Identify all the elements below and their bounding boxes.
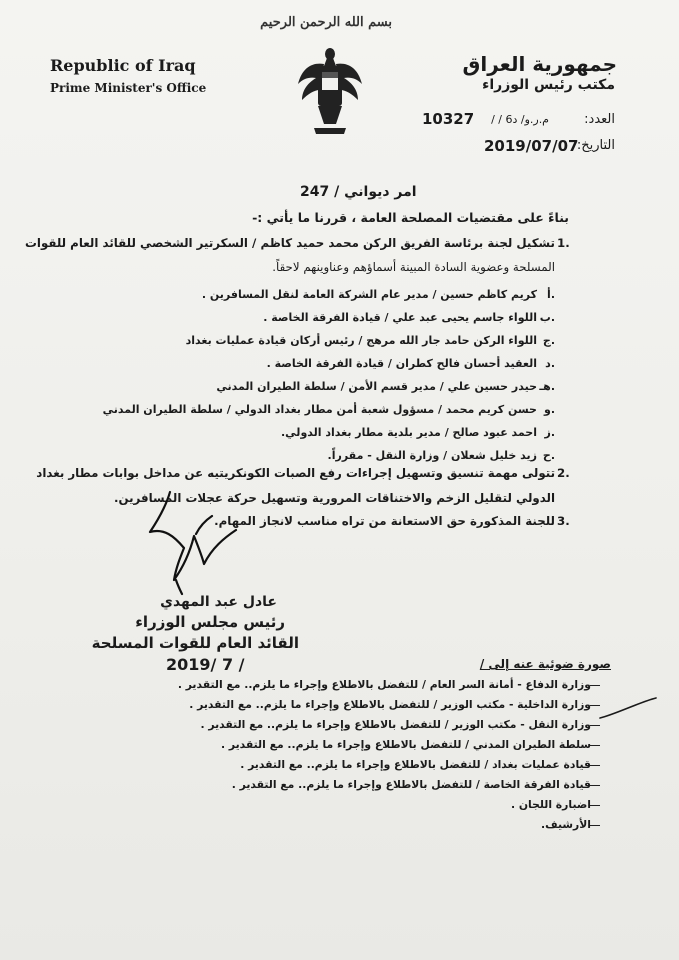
member-text: حسن كريم محمد / مسؤول شعبة أمن مطار بغداد الدولي / سلطة الطيران المدني bbox=[102, 403, 537, 416]
list-dash bbox=[590, 765, 600, 766]
copies-title: صورة ضوئية عنه إلى / bbox=[479, 657, 611, 671]
handwritten-tick-icon bbox=[598, 696, 658, 726]
number-value: 10327 bbox=[422, 110, 475, 128]
number-label: العدد: bbox=[584, 112, 615, 127]
member-letter: د. bbox=[545, 357, 555, 370]
list-dash bbox=[590, 805, 600, 806]
member-letter: هـ. bbox=[539, 380, 555, 393]
member-letter: أ. bbox=[547, 288, 555, 301]
item-1-line-2: المسلحة وعضوية السادة المبينة أسماؤهم وعناوينهم لاحقاً. bbox=[272, 260, 555, 274]
member-text: حيدر حسين علي / مدير قسم الأمن / سلطة الطيران المدني bbox=[216, 380, 537, 393]
date-label: التاريخ: bbox=[576, 138, 615, 153]
number-code: م.ر.و/ د6 / / bbox=[491, 113, 549, 126]
order-intro: بناءً على مقتضيات المصلحة العامة ، قررنا ما يأتي :- bbox=[252, 210, 569, 225]
item-2-number: 2. bbox=[557, 466, 570, 480]
bismillah-calligraphy: بسم الله الرحمن الرحيم bbox=[260, 15, 392, 30]
order-title: امر ديواني / 247 bbox=[300, 184, 417, 200]
copy-recipient: وزارة الداخلية - مكتب الوزير / للتفضل بالاطلاع وإجراء ما يلزم.. مع التقدير . bbox=[189, 698, 591, 711]
copy-recipient: قيادة عمليات بغداد / للتفضل بالاطلاع وإجراء ما يلزم.. مع التقدير . bbox=[240, 758, 591, 771]
member-text: اللواء الركن حامد جار الله مرهج / رئيس أركان قيادة عمليات بغداد bbox=[185, 334, 537, 347]
item-2-line-2: الدولي لتقليل الزخم والاختناقات المرورية وتسهيل حركة عجلات المسافرين. bbox=[114, 491, 555, 505]
member-text: العقيد أحسان فالح كطران / قيادة الفرقة الخاصة . bbox=[266, 357, 537, 370]
member-text: كريم كاظم حسين / مدير عام الشركة العامة لنقل المسافرين . bbox=[201, 288, 537, 301]
item-3-number: 3. bbox=[557, 514, 570, 528]
list-dash bbox=[590, 745, 600, 746]
copy-recipient: وزارة الدفاع - أمانة السر العام / للتفضل بالاطلاع وإجراء ما يلزم.. مع التقدير . bbox=[177, 678, 591, 691]
copy-recipient: قيادة الفرقة الخاصة / للتفضل بالاطلاع وإجراء ما يلزم.. مع التقدير . bbox=[231, 778, 591, 791]
arabic-office-subtitle: مكتب رئيس الوزراء bbox=[482, 77, 615, 93]
copy-recipient: اضبارة اللجان . bbox=[510, 798, 591, 811]
signatory-title-2: القائد العام للقوات المسلحة bbox=[91, 634, 299, 652]
member-letter: ج. bbox=[542, 334, 555, 347]
member-text: اللواء جاسم يحيى عبد علي / قيادة الفرقة الخاصة . bbox=[263, 311, 537, 324]
list-dash bbox=[590, 785, 600, 786]
arabic-country-title: جمهورية العراق bbox=[462, 52, 617, 76]
member-text: زيد خليل شعلان / وزارة النقل - مقرراً. bbox=[327, 449, 537, 462]
item-2-line-1: تتولى مهمة تنسيق وتسهيل إجراءات رفع الصبات الكونكريتيه عن مداخل بوابات مطار بغداد bbox=[36, 466, 555, 480]
member-letter: و. bbox=[543, 403, 555, 416]
handwritten-signature-icon bbox=[140, 486, 250, 598]
item-1-line-1: تشكيل لجنة برئاسة الفريق الركن محمد حميد كاظم / السكرتير الشخصي للقائد العام للقوات bbox=[25, 236, 555, 250]
copy-recipient: وزارة النقل - مكتب الوزير / للتفضل بالاطلاع وإجراء ما يلزم.. مع التقدير . bbox=[200, 718, 591, 731]
member-letter: ح. bbox=[542, 449, 555, 462]
signatory-title-1: رئيس مجلس الوزراء bbox=[135, 613, 285, 631]
copy-recipient: سلطة الطيران المدني / للتفضل بالاطلاع وإجراء ما يلزم.. مع التقدير . bbox=[221, 738, 591, 751]
item-3-text: للجنة المذكورة حق الاستعانة من تراه مناسب لانجاز المهام. bbox=[214, 514, 555, 528]
member-letter: ب. bbox=[539, 311, 555, 324]
item-1-number: 1. bbox=[557, 236, 570, 250]
english-office-subtitle: Prime Minister's Office bbox=[50, 81, 207, 95]
member-text: احمد عبود صالح / مدير بلدية مطار بغداد الدولي. bbox=[281, 426, 537, 439]
signature-date: 2019/ 7 / bbox=[166, 655, 245, 674]
eagle-emblem-icon bbox=[296, 44, 364, 138]
member-letter: ز. bbox=[544, 426, 555, 439]
date-value: 2019/07/07 bbox=[484, 137, 579, 155]
list-dash bbox=[590, 685, 600, 686]
copy-recipient: الأرشيف. bbox=[541, 818, 591, 831]
list-dash bbox=[590, 825, 600, 826]
signatory-name: عادل عبد المهدي bbox=[160, 594, 277, 610]
english-country-title: Republic of Iraq bbox=[50, 56, 196, 75]
